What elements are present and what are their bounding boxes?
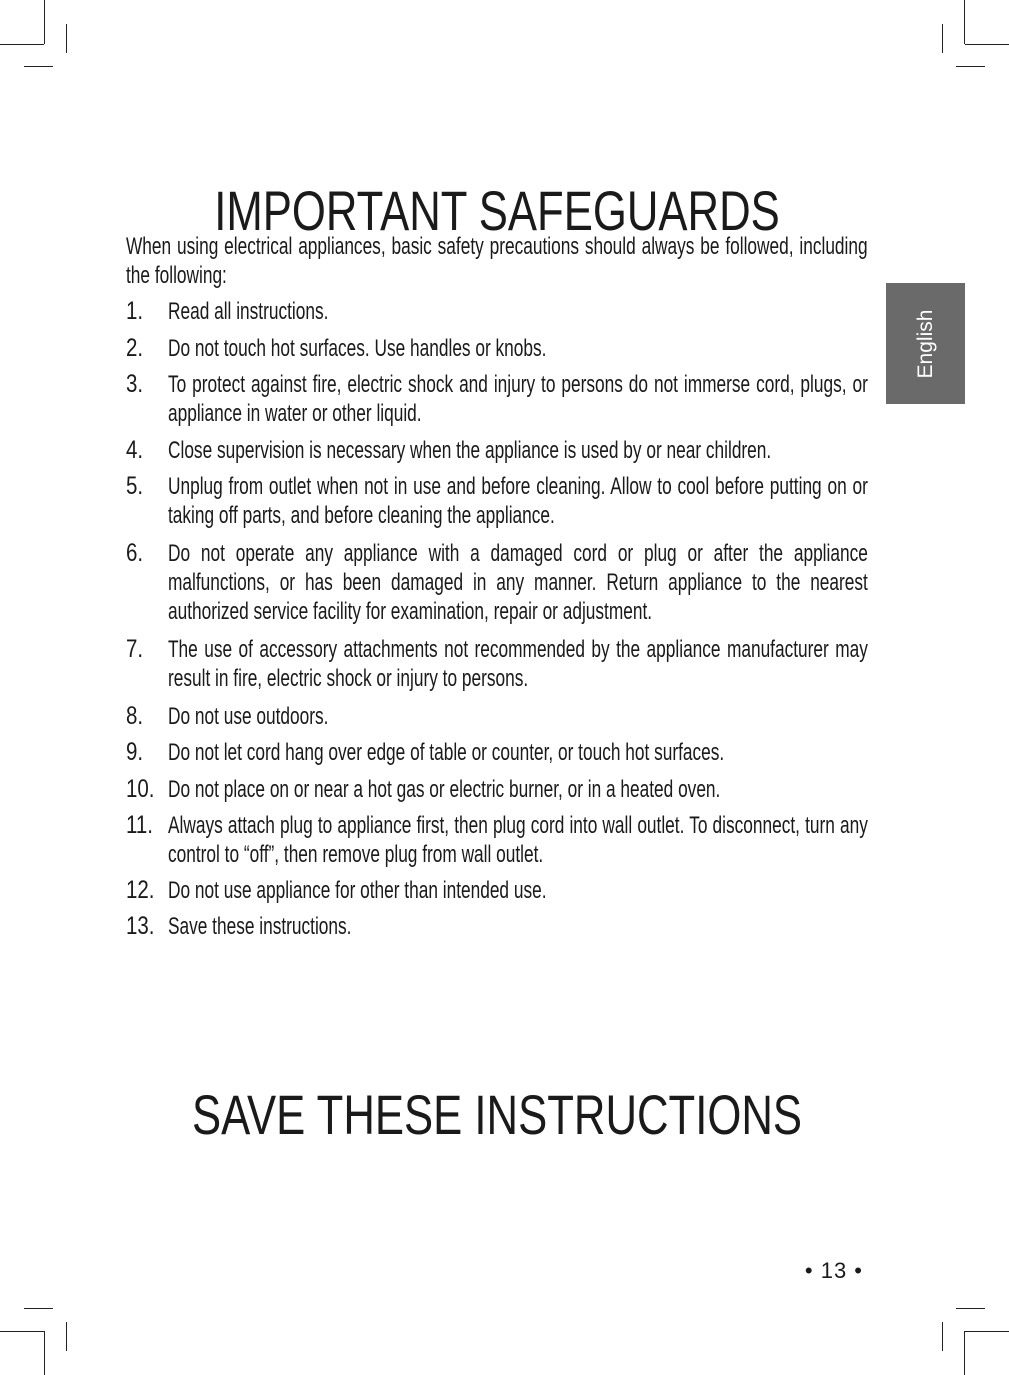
crop-mark: [24, 1308, 53, 1309]
item-number: 11.: [126, 811, 153, 839]
item-text: Read all instructions.: [168, 298, 329, 325]
crop-mark: [964, 0, 965, 44]
crop-mark: [44, 1331, 45, 1375]
crop-mark: [24, 66, 53, 67]
crop-mark: [44, 0, 45, 44]
page-title: IMPORTANT SAFEGUARDS: [214, 178, 780, 242]
item-number: 8.: [126, 702, 144, 730]
crop-mark: [965, 1331, 1009, 1332]
item-text: Do not let cord hang over edge of table or counter, or touch hot surfaces.: [168, 739, 725, 766]
item-number: 10.: [126, 775, 155, 803]
crop-mark: [956, 1308, 985, 1309]
item-number: 9.: [126, 738, 144, 766]
item-text: Do not use outdoors.: [168, 703, 329, 730]
item-text: Do not place on or near a hot gas or electric burner, or in a heated oven.: [168, 776, 721, 803]
item-number: 2.: [126, 334, 144, 362]
crop-mark: [0, 1331, 44, 1332]
crop-mark: [965, 44, 1009, 45]
crop-mark: [66, 24, 67, 53]
intro-text: When using electrical appliances, basic safety precautions should always be followed, including the following:: [126, 233, 868, 289]
crop-mark: [66, 1322, 67, 1351]
item-number: 12.: [126, 876, 155, 904]
item-text: Do not operate any appliance with a damaged cord or plug or after the appliance malfunctions, or has been damaged in any manner. Return appliance to the nearest authorized service facility for examination, repair or adjustment.: [168, 540, 868, 625]
crop-mark: [0, 44, 44, 45]
item-number: 13.: [126, 912, 155, 940]
item-number: 7.: [126, 635, 144, 663]
item-text: Do not use appliance for other than intended use.: [168, 877, 547, 904]
item-text: Always attach plug to appliance first, then plug cord into wall outlet. To disconnect, turn any control to “off”, then remove plug from wall outlet.: [168, 812, 868, 868]
closing-heading: SAVE THESE INSTRUCTIONS: [191, 1083, 803, 1147]
language-tab-label: English: [913, 309, 937, 378]
item-number: 1.: [126, 297, 144, 325]
item-text: Close supervision is necessary when the appliance is used by or near children.: [168, 437, 772, 464]
crop-mark: [942, 1322, 943, 1351]
item-text: Do not touch hot surfaces. Use handles or knobs.: [168, 335, 547, 362]
item-number: 4.: [126, 436, 144, 464]
item-number: 5.: [126, 472, 144, 500]
crop-mark: [942, 24, 943, 53]
intro-block: [126, 232, 868, 290]
crop-mark: [964, 1331, 965, 1375]
language-tab: [886, 283, 965, 404]
item-text: Save these instructions.: [168, 913, 352, 940]
item-number: 3.: [126, 370, 144, 398]
item-number: 6.: [126, 539, 144, 567]
page-number: • 13 •: [804, 1258, 863, 1283]
item-text: Unplug from outlet when not in use and before cleaning. Allow to cool before putting on or taking off parts, and before cleaning the appliance.: [168, 473, 868, 529]
item-text: To protect against fire, electric shock and injury to persons do not immerse cord, plugs, or appliance in water or other liquid.: [168, 371, 868, 427]
crop-mark: [956, 66, 985, 67]
item-text: The use of accessory attachments not recommended by the appliance manufacturer may result in fire, electric shock or injury to persons.: [168, 636, 868, 692]
